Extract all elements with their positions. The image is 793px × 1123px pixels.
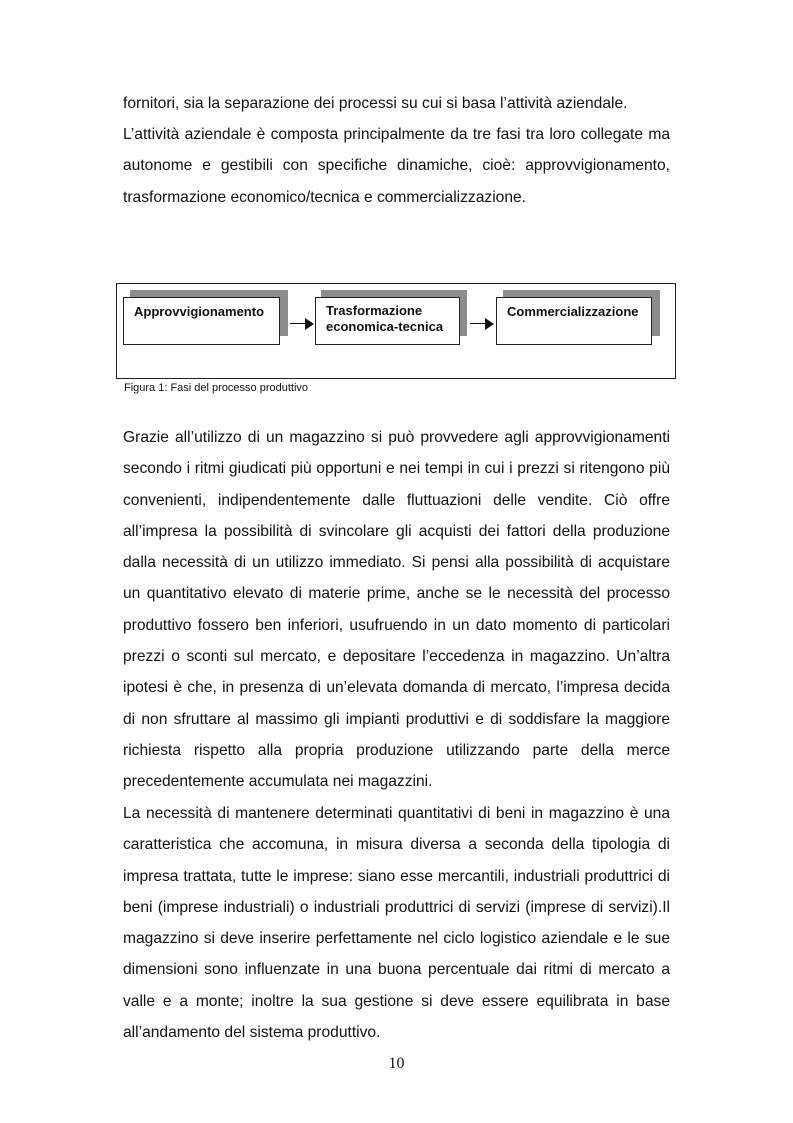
- arrow-right-icon: [470, 318, 494, 330]
- box-label-line1: Trasformazione: [326, 303, 423, 318]
- figure-caption: Figura 1: Fasi del processo produttivo: [124, 382, 309, 394]
- paragraph-warehouse-necessity: La necessità di mantenere determinati quantitativi di beni in magazzino è una caratteristica che accomuna, in misura diversa a seconda della tipologia di impresa trattata, tutte le imprese: siano esse mercantili, industriali produttrici di beni (imprese industriali) o industriali produttrici di servizi (imprese di servizi).Il magazzino si deve inserire perfettamente nel ciclo logistico aziendale e le sue dimensioni sono influenzate in una buona percentuale dai ritmi di mercato a valle e a monte; inoltre la sua gestione si deve essere equilibrata in base all’andamento del sistema produttivo.: [123, 805, 670, 1042]
- paragraph-phases: L’attività aziendale è composta principalmente da tre fasi tra loro collegate ma autonome e gestibili con specifiche dinamiche, cioè: approvvigionamento, trasformazione economico/tecnica e commercializzazione.: [123, 126, 670, 206]
- box-label-line2: economica-tecnica: [326, 319, 444, 334]
- paragraph-warehouse-benefits: Grazie all’utilizzo di un magazzino si può provvedere agli approvvigionamenti secondo i ritmi giudicati più opportuni e nei tempi in cui i prezzi si ritengono più convenienti, indipendentemente dalle fluttuazioni delle vendite. Ciò offre all’impresa la possibilità di svincolare gli acquisti dei fattori della produzione dalla necessità di un utilizzo immediato. Si pensi alla possibilità di acquistare un quantitativo elevato di materie prime, anche se le necessità del processo produttivo fossero ben inferiori, usufruendo in un dato momento di particolari prezzi o sconti sul mercato, e depositare l’eccedenza in magazzino. Un’altra ipotesi è che, in presenza di un’elevata domanda di mercato, l’impresa decida di non sfruttare al massimo gli impianti produttivi e di soddisfare la maggiore richiesta rispetto alla propria produzione utilizzando parte della merce precedentemente accumulata nei magazzini.: [123, 429, 670, 791]
- box-label: Approvvigionamento: [134, 304, 265, 319]
- box-label: Commercializzazione: [507, 304, 639, 319]
- box-approvvigionamento: [123, 297, 280, 345]
- arrow-right-icon: [290, 318, 314, 330]
- paragraph-intro: fornitori, sia la separazione dei processi su cui si basa l’attività aziendale.: [123, 95, 628, 112]
- box-trasformazione: [315, 297, 460, 345]
- page-number: 10: [388, 1055, 405, 1072]
- box-commercializzazione: [496, 297, 652, 345]
